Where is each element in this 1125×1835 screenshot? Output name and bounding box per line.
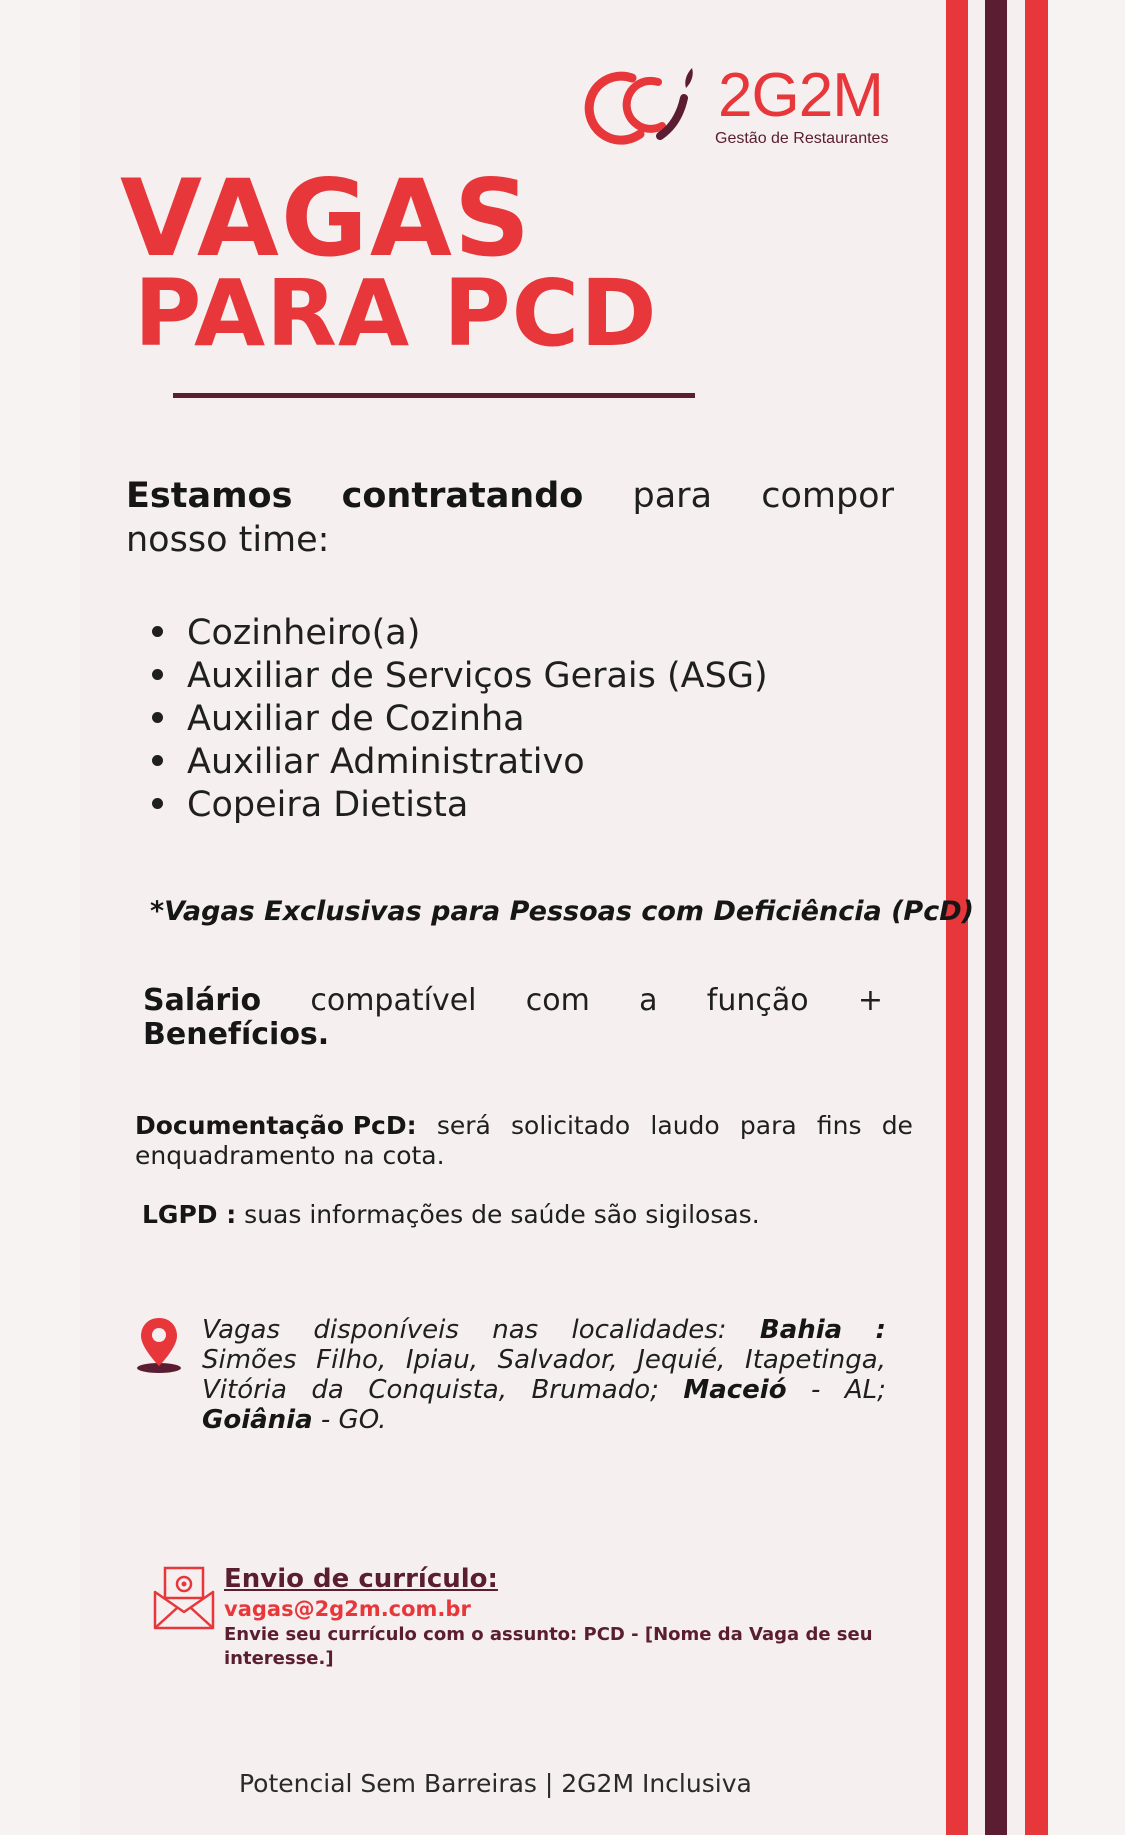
bullet-icon [152,626,163,637]
list-item [152,655,768,698]
location-word: : [875,1315,886,1345]
lgpd-body: suas informações de saúde são sigilosas. [236,1200,760,1229]
benefits-label: Benefícios. [143,1017,330,1052]
state-bahia: Bahia [759,1315,843,1345]
location-word: nas [492,1315,539,1345]
email-envelope-icon [153,1566,215,1630]
bullet-icon [152,755,163,766]
role-name: Cozinheiro(a) [187,613,421,653]
docs-line-2: enquadramento na cota. [135,1141,445,1170]
location-word: Simões [202,1345,297,1375]
location-word: localidades: [571,1315,727,1345]
footer-tagline: Potencial Sem Barreiras | 2G2M Inclusiva [239,1769,752,1798]
roles-list [152,612,768,827]
cv-title: Envio de currículo: [224,1564,498,1594]
intro-word: Estamos [126,476,293,516]
salary-word: com [525,983,590,1018]
location-word: Filho, [316,1345,387,1375]
cv-section [224,1563,904,1671]
docs-word: de [881,1111,913,1140]
company-logo [580,60,920,155]
location-word: da [311,1375,344,1405]
intro-line-2: nosso time: [126,520,330,560]
red-stripe [1025,0,1048,1835]
location-word: Conquista, [368,1375,507,1405]
role-name: Auxiliar de Cozinha [187,699,525,739]
location-word: Brumado; [531,1375,659,1405]
location-word: - GO. [312,1405,387,1435]
city-maceio: Maceió [683,1375,787,1405]
intro-word: para [632,476,713,516]
intro-word: contratando [341,476,584,516]
location-word: Vitória [202,1375,287,1405]
bullet-icon [152,712,163,723]
cv-email-link[interactable]: vagas@2g2m.com.br [224,1597,471,1621]
location-pin-icon [135,1316,183,1374]
city-goiania: Goiânia [202,1405,313,1435]
location-word: Vagas [202,1315,281,1345]
salary-word: compatível [310,983,477,1018]
headline-line-2: PARA PCD [134,260,658,367]
exclusive-note: *Vagas Exclusivas para Pessoas com Deficiência (PcD) [150,896,974,927]
intro-word: compor [761,476,894,516]
role-name: Copeira Dietista [187,785,469,825]
location-word: AL; [844,1375,886,1405]
location-word: Salvador, [497,1345,618,1375]
role-name: Auxiliar de Serviços Gerais (ASG) [187,656,768,696]
logo-swirl-icon [580,60,710,150]
logo-tagline: Gestão de Restaurantes [715,130,889,147]
cv-instructions: Envie seu currículo com o assunto: PCD - [Nome da Vaga de seu interesse.] [224,1624,873,1669]
list-item [152,612,768,655]
salary-word: + [857,983,883,1018]
bullet-icon [152,669,163,680]
lgpd-label: LGPD : [142,1200,237,1229]
right-margin [1048,0,1125,1835]
logo-wordmark: 2G2M [718,61,883,130]
documentation-text [135,1111,913,1171]
headline-divider [173,393,695,398]
docs-word: fins [816,1111,862,1140]
location-word: Jequié, [637,1345,726,1375]
salary-word: Salário [143,983,262,1018]
wine-stripe [985,0,1007,1835]
headline-line-1: VAGAS [120,157,533,280]
salary-text [143,984,883,1052]
bullet-icon [152,798,163,809]
location-word: Ipiau, [405,1345,478,1375]
locations-text [202,1315,886,1435]
docs-word: será [436,1111,491,1140]
list-item [152,741,768,784]
docs-word: laudo [650,1111,720,1140]
docs-word: solicitado [511,1111,631,1140]
documentation-label: Documentação PcD: [135,1111,417,1140]
list-item [152,698,768,741]
salary-word: a [639,983,658,1018]
intro-text [126,474,894,562]
docs-word: para [739,1111,797,1140]
location-word: Itapetinga, [745,1345,886,1375]
list-item [152,784,768,827]
location-word: - [811,1375,821,1405]
location-word: disponíveis [313,1315,459,1345]
role-name: Auxiliar Administrativo [187,742,585,782]
left-margin [0,0,80,1835]
salary-word: função [706,983,809,1018]
lgpd-text [142,1200,760,1229]
